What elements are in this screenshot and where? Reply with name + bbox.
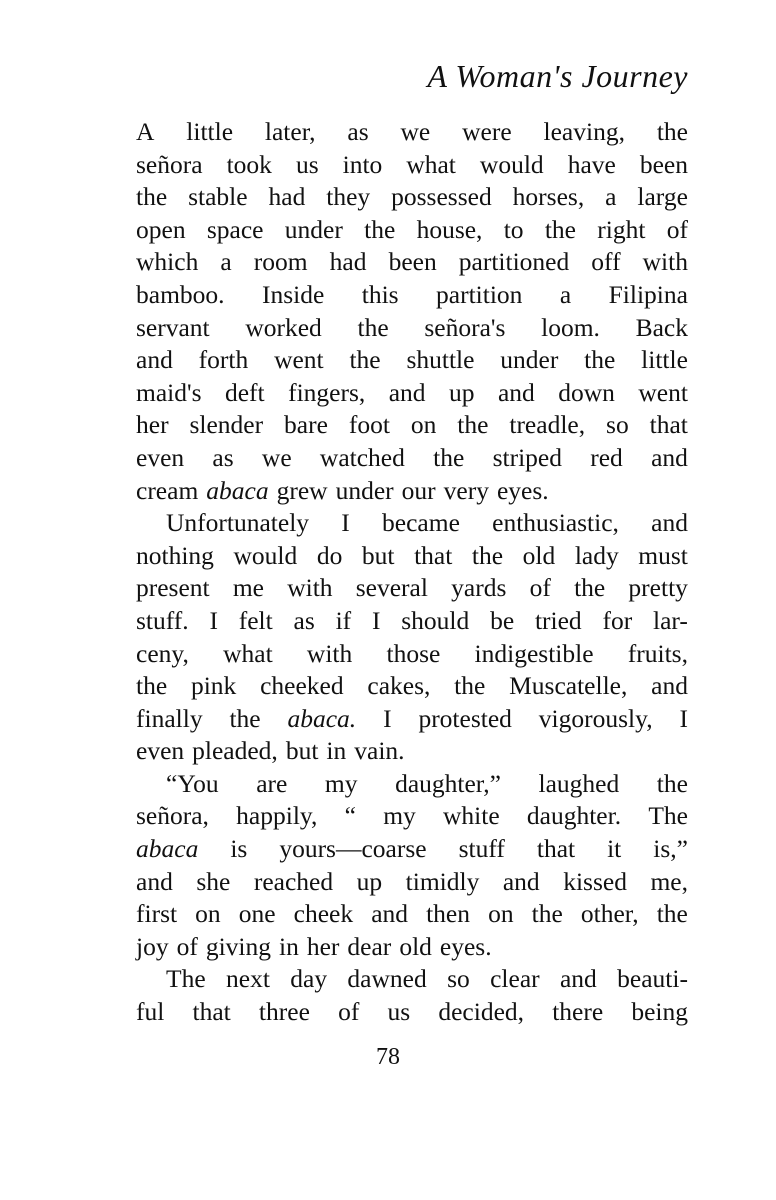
text-line: Unfortunately I became enthusiastic, and bbox=[166, 508, 688, 538]
text-line: open space under the house, to the right of bbox=[136, 214, 688, 244]
text-line: her slender bare foot on the treadle, so that bbox=[136, 410, 688, 440]
text-line: “You are my daughter,” laughed the bbox=[166, 768, 688, 798]
text-line: servant worked the señora's loom. Back bbox=[136, 312, 688, 342]
text-line: the stable had they possessed horses, a large bbox=[136, 182, 688, 212]
text-line: and forth went the shuttle under the little bbox=[136, 345, 688, 375]
text-line: even as we watched the striped red and bbox=[136, 442, 688, 472]
text-line: A little later, as we were leaving, the bbox=[136, 117, 688, 146]
text-line: joy of giving in her dear old eyes. bbox=[136, 931, 492, 961]
paragraph bbox=[136, 116, 688, 507]
text-line: abaca is yours—coarse stuff that it is,” bbox=[136, 834, 688, 864]
running-head: A Woman's Journey bbox=[427, 58, 688, 94]
text-line: even pleaded, but in vain. bbox=[136, 736, 405, 766]
text-line: ceny, what with those indigestible fruits, bbox=[136, 638, 688, 668]
text-line: maid's deft fingers, and up and down went bbox=[136, 377, 688, 407]
text-line: señora, happily, “ my white daughter. The bbox=[136, 801, 688, 831]
text-line: nothing would do but that the old lady must bbox=[136, 540, 688, 570]
text-line: present me with several yards of the pretty bbox=[136, 573, 688, 603]
body-text bbox=[136, 116, 688, 1029]
page-number: 78 bbox=[376, 1044, 400, 1070]
text-line: which a room had been partitioned off with bbox=[136, 247, 688, 277]
text-line: and she reached up timidly and kissed me, bbox=[136, 866, 688, 896]
text-line: señora took us into what would have been bbox=[136, 149, 688, 179]
text-line: The next day dawned so clear and beauti- bbox=[166, 964, 688, 994]
text-line: cream abaca grew under our very eyes. bbox=[136, 475, 549, 505]
text-line: bamboo. Inside this partition a Filipina bbox=[136, 279, 688, 309]
text-line: the pink cheeked cakes, the Muscatelle, and bbox=[136, 671, 688, 701]
text-line: first on one cheek and then on the other, the bbox=[136, 899, 688, 929]
paragraph bbox=[136, 768, 688, 964]
paragraph bbox=[136, 963, 688, 1028]
text-line: finally the abaca. I protested vigorously, I bbox=[136, 703, 688, 733]
text-line: ful that three of us decided, there being bbox=[136, 997, 688, 1027]
text-line: stuff. I felt as if I should be tried for lar- bbox=[136, 605, 688, 635]
paragraph bbox=[136, 507, 688, 768]
